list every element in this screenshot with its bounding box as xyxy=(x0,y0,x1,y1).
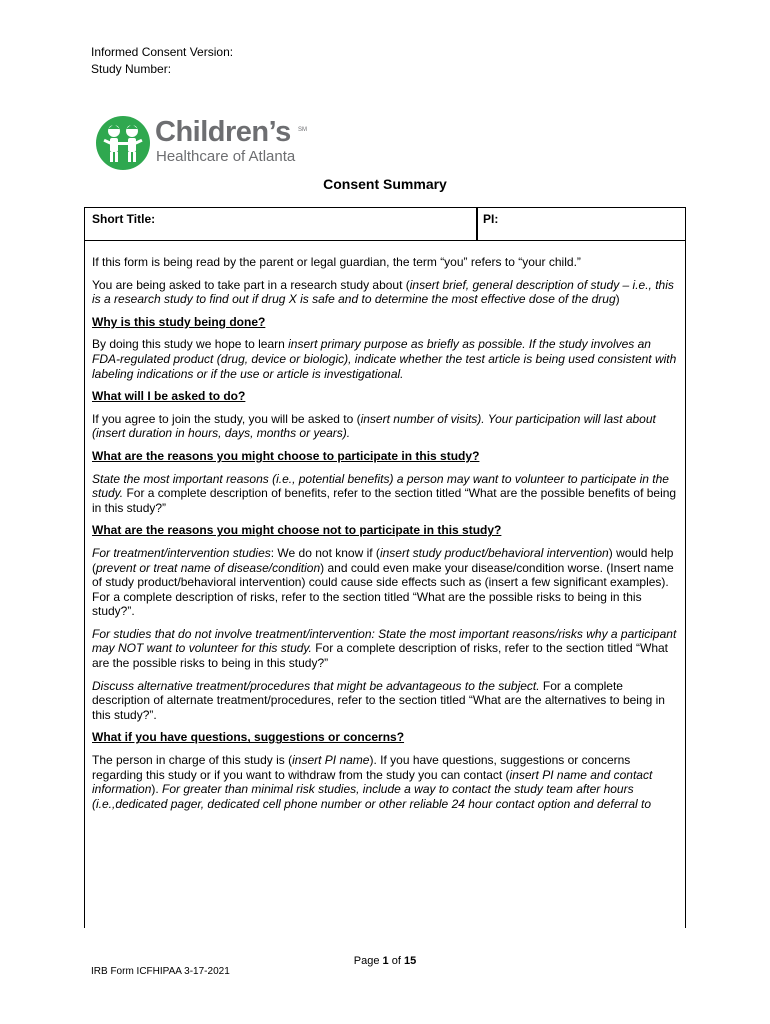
what-heading: What will I be asked to do? xyxy=(92,389,246,404)
pi-label: PI: xyxy=(483,212,499,226)
column-divider xyxy=(476,208,478,240)
logo-name: Children’s xyxy=(155,116,291,148)
consent-version-label: Informed Consent Version: xyxy=(91,45,234,59)
logo-subtitle: Healthcare of Atlanta xyxy=(156,148,296,165)
questions-paragraph: The person in charge of this study is (insert PI name). If you have questions, suggestions or concerns regarding this study or if you want to withdraw from the study you can contact (insert PI name and contact information). For greater than minimal risk studies, include a way to contact the study team after hours (i.e.,dedicated pager, dedicated cell phone number or other reliable 24 hour contact option and deferral to xyxy=(92,753,653,811)
page-title: Consent Summary xyxy=(323,176,447,192)
form-identifier: IRB Form ICFHIPAA 3-17-2021 xyxy=(91,966,230,977)
logo-children-icon xyxy=(95,115,151,171)
non-treatment-paragraph: For studies that do not involve treatment/intervention: State the most important reasons/risks why a participant may NOT want to volunteer for this study. For a complete description of risks, refer to the section titled “What are the possible risks to being in this study?” xyxy=(92,626,677,671)
treatment-paragraph: For treatment/intervention studies: We do not know if (insert study product/behavioral intervention) would help (prevent or treat name of disease/condition) and could even make your disease/condition worse. (Insert name of study product/behavioral intervention) could cause side effects such as (insert a few significant examples). For a complete description of risks, refer to the section titled “What are the possible risks to being in this study?”. xyxy=(92,545,674,619)
logo-service-mark: SM xyxy=(298,127,307,133)
study-description-paragraph: You are being asked to take part in a research study about (insert brief, general description of study – i.e., this is a research study to find out if drug X is safe and to determine the most effective dose of the drug) xyxy=(92,277,674,307)
page-number: Page 1 of 15 xyxy=(353,955,417,967)
study-number-label: Study Number: xyxy=(91,62,172,76)
questions-heading: What if you have questions, suggestions or concerns? xyxy=(92,730,405,745)
short-title-label: Short Title: xyxy=(92,212,156,226)
why-heading: Why is this study being done? xyxy=(92,314,266,329)
reasons-paragraph: State the most important reasons (i.e., potential benefits) a person may want to volunteer to participate in the study. For a complete description of benefits, refer to the section titled “What are the possible benefits of being in this study?” xyxy=(92,471,677,515)
title-pi-row xyxy=(85,208,685,241)
what-paragraph: If you agree to join the study, you will be asked to (insert number of visits). Your participation will last about (insert duration in hours, days, months or years). xyxy=(92,411,656,441)
intro-paragraph: If this form is being read by the parent or legal guardian, the term “you” refers to “your child.” xyxy=(92,255,581,269)
childrens-healthcare-logo xyxy=(95,115,325,171)
alternatives-paragraph: Discuss alternative treatment/procedures that might be advantageous to the subject. For a complete description of alternate treatment/procedures, refer to the section titled “What are the alternatives to being in this study?”. xyxy=(92,678,665,722)
why-paragraph: By doing this study we hope to learn insert primary purpose as briefly as possible. If the study involves an FDA-regulated product (drug, device or biologic), indicate whether the test article is being used consistent with labeling indications or if the use or article is investigational. xyxy=(92,337,677,381)
not-participate-heading: What are the reasons you might choose not to participate in this study? xyxy=(92,523,502,538)
reasons-heading: What are the reasons you might choose to participate in this study? xyxy=(92,448,480,463)
consent-summary-box xyxy=(84,207,686,928)
document-header xyxy=(91,44,233,78)
summary-content xyxy=(85,241,685,811)
